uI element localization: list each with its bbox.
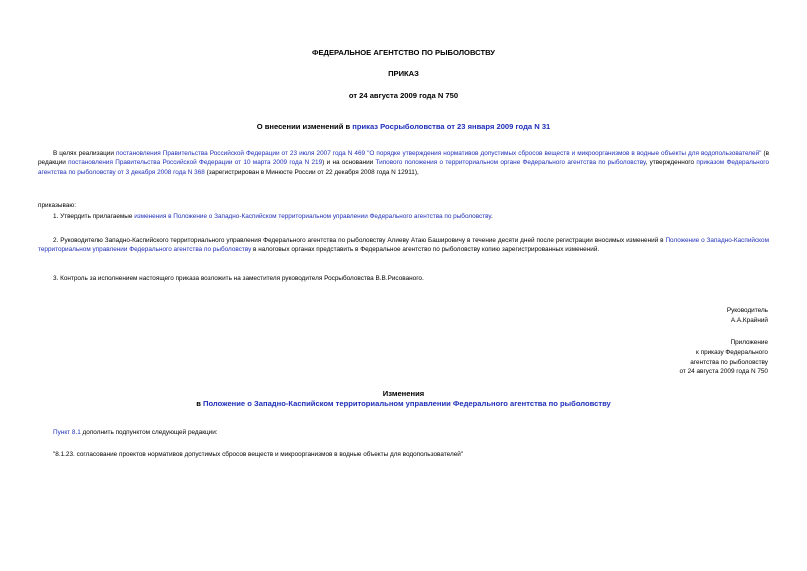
subject-prefix: О внесении изменений в [256, 122, 353, 131]
item-2-text-1: 2. Руководителю Западно-Каспийского территориального управления Федерального агентства по рыболовству Алиеву Атаю Башировичу в течение десяти дней после регистрации вносимых изменений в [53, 237, 666, 244]
quote-paragraph: "8.1.23. согласование проектов нормативов допустимых сбросов веществ и микроорганизмов в водные объекты для водопользователей" [53, 451, 464, 458]
item-2-link[interactable]: Положение о Западно-Каспийском территориальном управлении Федерального агентства по рыболовству [38, 237, 769, 254]
appendix-line-3: агентства по рыболовству [690, 359, 768, 366]
changes-subtitle-link[interactable]: Положение о Западно-Каспийском территориальном управлении Федерального агентства по рыболовству [202, 399, 611, 408]
doc-type-heading: ПРИКАЗ [388, 69, 419, 78]
point-text: дополнить подпунктом следующей редакции: [80, 429, 218, 436]
preamble-text-4: , утвержденного [645, 159, 697, 167]
signature-name: А.А.Крайний [730, 317, 768, 324]
changes-subtitle [0, 398, 807, 409]
item-3-paragraph: 3. Контроль за исполнением настоящего приказа возложить на заместителя руководителя Росрыболовства В.В.Рисованого. [53, 275, 424, 282]
preamble-link-resolution-219[interactable]: постановления Правительства Российской Федерации от 10 марта 2009 года N 219 [68, 159, 323, 167]
preamble-paragraph [38, 149, 769, 177]
item-1-text-2: . [490, 213, 493, 220]
doc-date-heading: от 24 августа 2009 года N 750 [348, 91, 459, 100]
preamble-text-3: ) и на основании [322, 159, 376, 167]
appendix-line-2: к приказу Федерального [696, 349, 768, 356]
point-paragraph [38, 428, 769, 437]
doc-subject-heading [0, 121, 807, 132]
preamble-text-1: В целях реализации [53, 150, 116, 157]
preamble-link-model-regulation[interactable]: Типового положения о территориальном органе Федерального агентства по рыболовству [375, 159, 646, 167]
item-1-paragraph [38, 212, 769, 221]
preamble-link-order-368[interactable]: приказом Федерального агентства по рыболовству от 3 декабря 2008 года N 368 [38, 159, 770, 176]
subject-link[interactable]: приказ Росрыболовства от 23 января 2009 года N 31 [352, 122, 551, 131]
preamble-link-resolution-469[interactable]: постановления Правительства Российской Федерации от 23 июля 2007 года N 469 "О порядке утверждения нормативов допустимых сбросов веществ и микроорганизмов в водные объекты для водопользователей" [115, 150, 762, 157]
changes-subtitle-prefix: в [196, 399, 203, 408]
order-word: приказываю: [38, 202, 76, 209]
item-2-paragraph [38, 236, 769, 255]
agency-heading: ФЕДЕРАЛЬНОЕ АГЕНТСТВО ПО РЫБОЛОВСТВУ [312, 48, 495, 57]
changes-title: Изменения [382, 389, 425, 398]
item-1-text-1: 1. Утвердить прилагаемые [53, 213, 135, 220]
point-link[interactable]: Пункт 8.1 [53, 429, 81, 436]
item-2-text-2: в налоговых органах представить в Федеральное агентство по рыболовству копию зарегистрированных изменений. [251, 246, 600, 254]
preamble-text-5: (зарегистрирован в Минюсте России от 22 декабря 2008 года N 12911), [204, 168, 419, 176]
signature-title: Руководитель [726, 307, 768, 314]
appendix-line-1: Приложение [730, 339, 768, 346]
item-1-link[interactable]: изменения в Положение о Западно-Каспийском территориальном управлении Федерального агентства по рыболовству [134, 213, 491, 220]
preamble-text-2: (в редакции [38, 150, 769, 167]
appendix-line-4: от 24 августа 2009 года N 750 [679, 368, 768, 375]
